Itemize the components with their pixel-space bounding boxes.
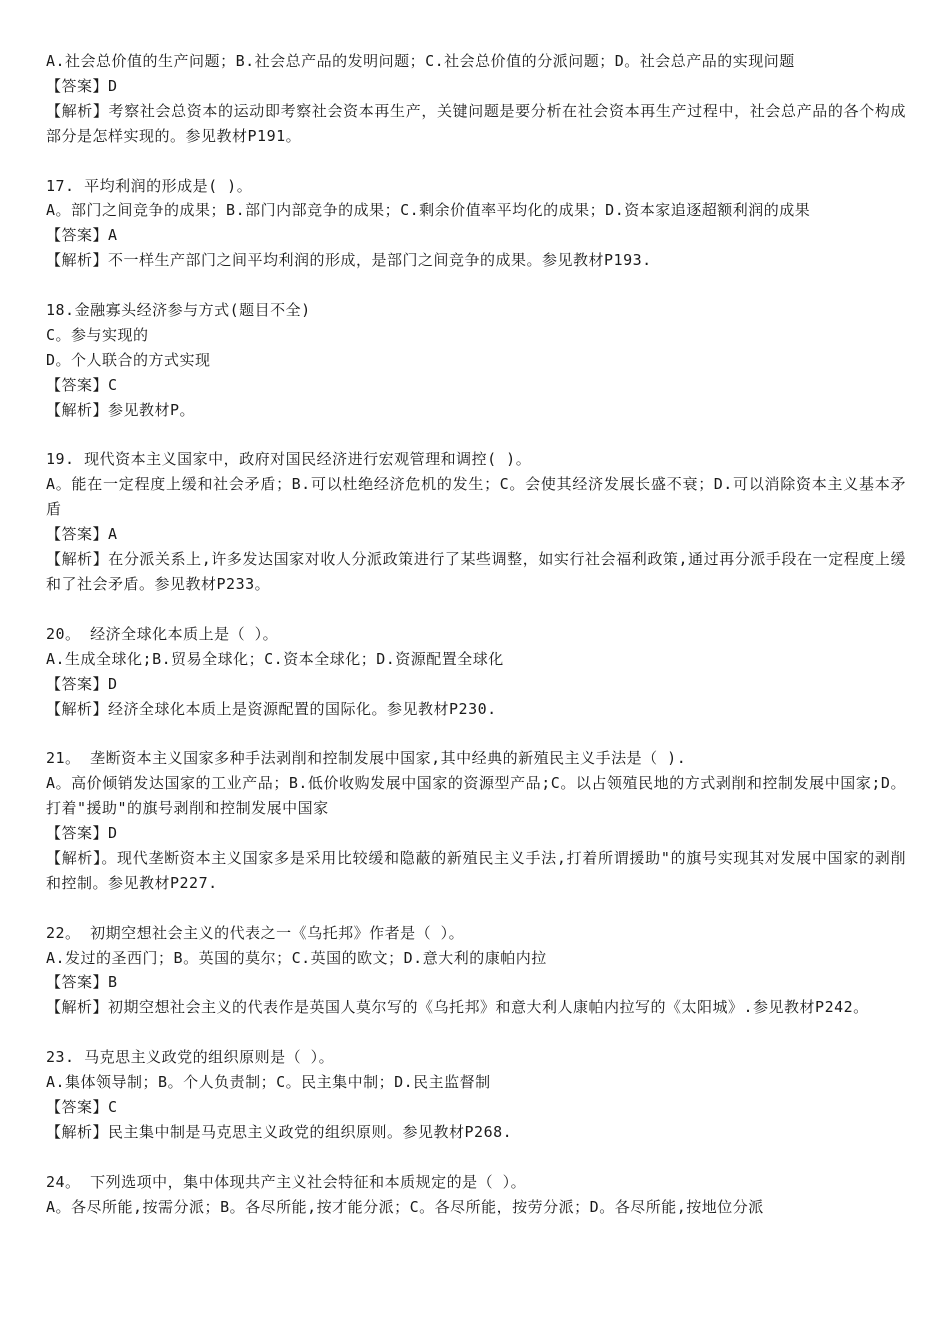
question-18 (46, 298, 906, 423)
analysis: 【解析】参见教材P。 (46, 400, 196, 419)
question-options: A。能在一定程度上缓和社会矛盾；B.可以杜绝经济危机的发生；C。会使其经济发展长盛不衰；D.可以消除资本主义基本矛盾 (46, 475, 906, 519)
question-stem: 22。 初期空想社会主义的代表之一《乌托邦》作者是（ ）。 (46, 923, 465, 942)
question-options: A.集体领导制；B。个人负责制；C。民主集中制；D.民主监督制 (46, 1073, 491, 1092)
answer: 【答案】D (46, 824, 118, 843)
answer: 【答案】D (46, 76, 118, 95)
analysis: 【解析】民主集中制是马克思主义政党的组织原则。参见教材P268. (46, 1122, 513, 1141)
question-options: A.社会总价值的生产问题；B.社会总产品的发明问题；C.社会总价值的分派问题；D。社会总产品的实现问题 (46, 52, 795, 70)
question-stem: 17. 平均利润的形成是( )。 (46, 176, 253, 195)
question-stem: 20。 经济全球化本质上是（ ）。 (46, 624, 279, 643)
question-options: A。部门之间竞争的成果；B.部门内部竞争的成果；C.剩余价值率平均化的成果；D.资本家追逐超额利润的成果 (46, 201, 811, 220)
question-option: D。个人联合的方式实现 (46, 350, 211, 369)
answer: 【答案】B (46, 973, 118, 992)
question-21 (46, 746, 906, 895)
question-options: A。各尽所能,按需分派；B。各尽所能,按才能分派；C。各尽所能，按劳分派；D。各尽所能,按地位分派 (46, 1197, 764, 1216)
question-stem: 24。 下列选项中，集中体现共产主义社会特征和本质规定的是（ ）。 (46, 1172, 527, 1191)
question-stem: 18.金融寡头经济参与方式(题目不全) (46, 301, 311, 320)
analysis: 【解析】不一样生产部门之间平均利润的形成，是部门之间竞争的成果。参见教材P193. (46, 251, 652, 270)
question-stem: 19. 现代资本主义国家中，政府对国民经济进行宏观管理和调控( )。 (46, 450, 532, 469)
question-stem: 21。 垄断资本主义国家多种手法剥削和控制发展中国家,其中经典的新殖民主义手法是（ ). (46, 749, 687, 768)
question-stem: 23. 马克思主义政党的组织原则是（ ）。 (46, 1048, 335, 1067)
question-20 (46, 622, 906, 722)
answer: 【答案】C (46, 1097, 118, 1116)
question-22 (46, 921, 906, 1021)
question-options: A。高价倾销发达国家的工业产品；B.低价收购发展中国家的资源型产品;C。以占领殖民地的方式剥削和控制发展中国家;D。打着"援助"的旗号剥削和控制发展中国家 (46, 774, 906, 818)
answer: 【答案】C (46, 375, 118, 394)
question-16 (46, 49, 906, 149)
question-24 (46, 1170, 906, 1220)
analysis: 【解析】初期空想社会主义的代表作是英国人莫尔写的《乌托邦》和意大利人康帕内拉写的《太阳城》.参见教材P242。 (46, 998, 869, 1017)
document-body (46, 49, 906, 1244)
answer: 【答案】A (46, 525, 118, 544)
analysis: 【解析】。现代垄断资本主义国家多是采用比较缓和隐蔽的新殖民主义手法,打着所谓援助"的旗号实现其对发展中国家的剥削和控制。参见教材P227. (46, 848, 906, 892)
answer: 【答案】D (46, 674, 118, 693)
question-23 (46, 1045, 906, 1145)
question-option: C。参与实现的 (46, 325, 149, 344)
analysis: 【解析】经济全球化本质上是资源配置的国际化。参见教材P230. (46, 699, 497, 718)
question-17 (46, 174, 906, 274)
question-options: A.生成全球化;B.贸易全球化；C.资本全球化；D.资源配置全球化 (46, 649, 504, 668)
question-options: A.发过的圣西门；B。英国的莫尔；C.英国的欧文；D.意大利的康帕内拉 (46, 948, 547, 967)
question-19 (46, 447, 906, 596)
analysis: 【解析】考察社会总资本的运动即考察社会资本再生产，关键问题是要分析在社会资本再生产过程中，社会总产品的各个构成部分是怎样实现的。参见教材P191。 (46, 101, 906, 145)
analysis: 【解析】在分派关系上,许多发达国家对收人分派政策进行了某些调整，如实行社会福利政策,通过再分派手段在一定程度上缓和了社会矛盾。参见教材P233。 (46, 550, 906, 593)
answer: 【答案】A (46, 226, 118, 245)
